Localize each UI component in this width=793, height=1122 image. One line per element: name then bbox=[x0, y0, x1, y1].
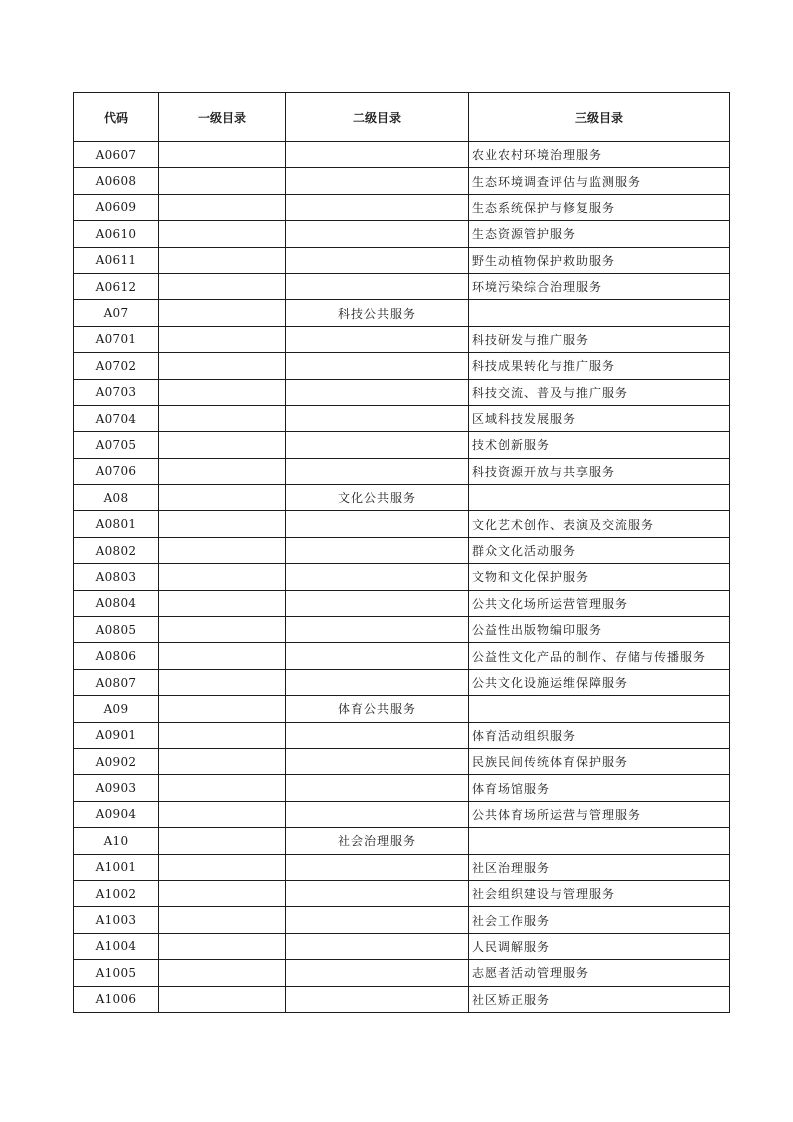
table-row bbox=[74, 353, 730, 379]
level3-cell: 公益性出版物编印服务 bbox=[469, 617, 730, 643]
code-cell: A0904 bbox=[74, 801, 159, 827]
header-row bbox=[74, 93, 730, 142]
level3-cell bbox=[469, 300, 730, 326]
level2-cell bbox=[286, 537, 469, 563]
level3-cell: 区域科技发展服务 bbox=[469, 405, 730, 431]
header-level3: 三级目录 bbox=[469, 93, 730, 142]
level3-cell: 社会工作服务 bbox=[469, 907, 730, 933]
table-row bbox=[74, 511, 730, 537]
level1-cell bbox=[159, 194, 286, 220]
level3-cell: 群众文化活动服务 bbox=[469, 537, 730, 563]
level2-cell bbox=[286, 590, 469, 616]
table-row bbox=[74, 194, 730, 220]
level1-cell bbox=[159, 590, 286, 616]
table-row bbox=[74, 221, 730, 247]
code-cell: A1001 bbox=[74, 854, 159, 880]
level2-cell bbox=[286, 775, 469, 801]
table-row bbox=[74, 696, 730, 722]
level3-cell: 社会组织建设与管理服务 bbox=[469, 880, 730, 906]
code-cell: A0901 bbox=[74, 722, 159, 748]
table-row bbox=[74, 300, 730, 326]
level1-cell bbox=[159, 300, 286, 326]
level1-cell bbox=[159, 353, 286, 379]
code-cell: A0902 bbox=[74, 748, 159, 774]
code-cell: A0706 bbox=[74, 458, 159, 484]
level1-cell bbox=[159, 828, 286, 854]
level3-cell: 生态系统保护与修复服务 bbox=[469, 194, 730, 220]
level2-cell: 社会治理服务 bbox=[286, 828, 469, 854]
level1-cell bbox=[159, 511, 286, 537]
table-row bbox=[74, 801, 730, 827]
level1-cell bbox=[159, 326, 286, 352]
level3-cell: 公益性文化产品的制作、存储与传播服务 bbox=[469, 643, 730, 669]
level2-cell bbox=[286, 933, 469, 959]
level2-cell bbox=[286, 326, 469, 352]
level3-cell: 民族民间传统体育保护服务 bbox=[469, 748, 730, 774]
level3-cell: 公共文化场所运营管理服务 bbox=[469, 590, 730, 616]
level2-cell bbox=[286, 564, 469, 590]
table-body bbox=[74, 142, 730, 1013]
level2-cell bbox=[286, 801, 469, 827]
level1-cell bbox=[159, 748, 286, 774]
level3-cell: 公共体育场所运营与管理服务 bbox=[469, 801, 730, 827]
level1-cell bbox=[159, 722, 286, 748]
table-row bbox=[74, 564, 730, 590]
level3-cell: 环境污染综合治理服务 bbox=[469, 273, 730, 299]
code-cell: A09 bbox=[74, 696, 159, 722]
code-cell: A1004 bbox=[74, 933, 159, 959]
code-cell: A07 bbox=[74, 300, 159, 326]
level2-cell bbox=[286, 353, 469, 379]
level2-cell bbox=[286, 907, 469, 933]
level3-cell: 野生动植物保护救助服务 bbox=[469, 247, 730, 273]
level1-cell bbox=[159, 485, 286, 511]
table-row bbox=[74, 326, 730, 352]
level2-cell bbox=[286, 379, 469, 405]
level3-cell: 社区矫正服务 bbox=[469, 986, 730, 1012]
code-cell: A0704 bbox=[74, 405, 159, 431]
level3-cell: 文物和文化保护服务 bbox=[469, 564, 730, 590]
code-cell: A1002 bbox=[74, 880, 159, 906]
table-row bbox=[74, 722, 730, 748]
level1-cell bbox=[159, 432, 286, 458]
table-header bbox=[74, 93, 730, 142]
level1-cell bbox=[159, 669, 286, 695]
table-row bbox=[74, 485, 730, 511]
level3-cell: 体育场馆服务 bbox=[469, 775, 730, 801]
catalog-table bbox=[73, 92, 730, 1013]
level2-cell bbox=[286, 986, 469, 1012]
level2-cell bbox=[286, 432, 469, 458]
header-level1: 一级目录 bbox=[159, 93, 286, 142]
code-cell: A0609 bbox=[74, 194, 159, 220]
level3-cell: 人民调解服务 bbox=[469, 933, 730, 959]
table-row bbox=[74, 458, 730, 484]
code-cell: A0804 bbox=[74, 590, 159, 616]
table-row bbox=[74, 247, 730, 273]
level3-cell: 体育活动组织服务 bbox=[469, 722, 730, 748]
level1-cell bbox=[159, 696, 286, 722]
code-cell: A0705 bbox=[74, 432, 159, 458]
table-row bbox=[74, 854, 730, 880]
code-cell: A0801 bbox=[74, 511, 159, 537]
code-cell: A0805 bbox=[74, 617, 159, 643]
level2-cell bbox=[286, 722, 469, 748]
table-row bbox=[74, 828, 730, 854]
code-cell: A08 bbox=[74, 485, 159, 511]
level1-cell bbox=[159, 168, 286, 194]
level2-cell: 体育公共服务 bbox=[286, 696, 469, 722]
table-row bbox=[74, 617, 730, 643]
level1-cell bbox=[159, 643, 286, 669]
level3-cell: 志愿者活动管理服务 bbox=[469, 960, 730, 986]
level1-cell bbox=[159, 273, 286, 299]
table-row bbox=[74, 537, 730, 563]
table-row bbox=[74, 775, 730, 801]
level2-cell bbox=[286, 960, 469, 986]
level3-cell: 社区治理服务 bbox=[469, 854, 730, 880]
level1-cell bbox=[159, 617, 286, 643]
code-cell: A0611 bbox=[74, 247, 159, 273]
code-cell: A0608 bbox=[74, 168, 159, 194]
code-cell: A0802 bbox=[74, 537, 159, 563]
level2-cell bbox=[286, 854, 469, 880]
level2-cell bbox=[286, 643, 469, 669]
level1-cell bbox=[159, 986, 286, 1012]
level3-cell: 生态环境调查评估与监测服务 bbox=[469, 168, 730, 194]
table-row bbox=[74, 669, 730, 695]
table-row bbox=[74, 643, 730, 669]
level2-cell bbox=[286, 458, 469, 484]
table-row bbox=[74, 273, 730, 299]
level2-cell bbox=[286, 511, 469, 537]
level3-cell: 科技研发与推广服务 bbox=[469, 326, 730, 352]
level2-cell bbox=[286, 405, 469, 431]
code-cell: A0703 bbox=[74, 379, 159, 405]
code-cell: A1006 bbox=[74, 986, 159, 1012]
table-row bbox=[74, 405, 730, 431]
level2-cell bbox=[286, 669, 469, 695]
level3-cell bbox=[469, 828, 730, 854]
level2-cell bbox=[286, 748, 469, 774]
level1-cell bbox=[159, 537, 286, 563]
code-cell: A0610 bbox=[74, 221, 159, 247]
table-row bbox=[74, 907, 730, 933]
level2-cell bbox=[286, 880, 469, 906]
code-cell: A10 bbox=[74, 828, 159, 854]
table-row bbox=[74, 933, 730, 959]
code-cell: A1003 bbox=[74, 907, 159, 933]
level3-cell: 科技资源开放与共享服务 bbox=[469, 458, 730, 484]
code-cell: A0803 bbox=[74, 564, 159, 590]
table-row bbox=[74, 748, 730, 774]
level3-cell: 技术创新服务 bbox=[469, 432, 730, 458]
level3-cell bbox=[469, 696, 730, 722]
table-row bbox=[74, 142, 730, 168]
code-cell: A0607 bbox=[74, 142, 159, 168]
level2-cell bbox=[286, 247, 469, 273]
table-row bbox=[74, 379, 730, 405]
table-row bbox=[74, 880, 730, 906]
level1-cell bbox=[159, 854, 286, 880]
level1-cell bbox=[159, 221, 286, 247]
level2-cell bbox=[286, 273, 469, 299]
level1-cell bbox=[159, 907, 286, 933]
level1-cell bbox=[159, 405, 286, 431]
level2-cell bbox=[286, 194, 469, 220]
level2-cell: 科技公共服务 bbox=[286, 300, 469, 326]
level2-cell: 文化公共服务 bbox=[286, 485, 469, 511]
table-row bbox=[74, 590, 730, 616]
level3-cell: 科技交流、普及与推广服务 bbox=[469, 379, 730, 405]
level3-cell: 生态资源管护服务 bbox=[469, 221, 730, 247]
code-cell: A1005 bbox=[74, 960, 159, 986]
code-cell: A0903 bbox=[74, 775, 159, 801]
header-code: 代码 bbox=[74, 93, 159, 142]
table-row bbox=[74, 168, 730, 194]
level3-cell: 文化艺术创作、表演及交流服务 bbox=[469, 511, 730, 537]
level1-cell bbox=[159, 247, 286, 273]
level3-cell: 公共文化设施运维保障服务 bbox=[469, 669, 730, 695]
code-cell: A0806 bbox=[74, 643, 159, 669]
level1-cell bbox=[159, 142, 286, 168]
level2-cell bbox=[286, 221, 469, 247]
level3-cell bbox=[469, 485, 730, 511]
level2-cell bbox=[286, 142, 469, 168]
level3-cell: 农业农村环境治理服务 bbox=[469, 142, 730, 168]
table-row bbox=[74, 432, 730, 458]
code-cell: A0702 bbox=[74, 353, 159, 379]
code-cell: A0807 bbox=[74, 669, 159, 695]
level2-cell bbox=[286, 168, 469, 194]
document-page bbox=[73, 92, 729, 1013]
header-level2: 二级目录 bbox=[286, 93, 469, 142]
table-row bbox=[74, 960, 730, 986]
level1-cell bbox=[159, 880, 286, 906]
level1-cell bbox=[159, 564, 286, 590]
level2-cell bbox=[286, 617, 469, 643]
level1-cell bbox=[159, 379, 286, 405]
table-row bbox=[74, 986, 730, 1012]
level1-cell bbox=[159, 960, 286, 986]
code-cell: A0701 bbox=[74, 326, 159, 352]
level1-cell bbox=[159, 801, 286, 827]
level1-cell bbox=[159, 775, 286, 801]
level3-cell: 科技成果转化与推广服务 bbox=[469, 353, 730, 379]
level1-cell bbox=[159, 458, 286, 484]
level1-cell bbox=[159, 933, 286, 959]
code-cell: A0612 bbox=[74, 273, 159, 299]
